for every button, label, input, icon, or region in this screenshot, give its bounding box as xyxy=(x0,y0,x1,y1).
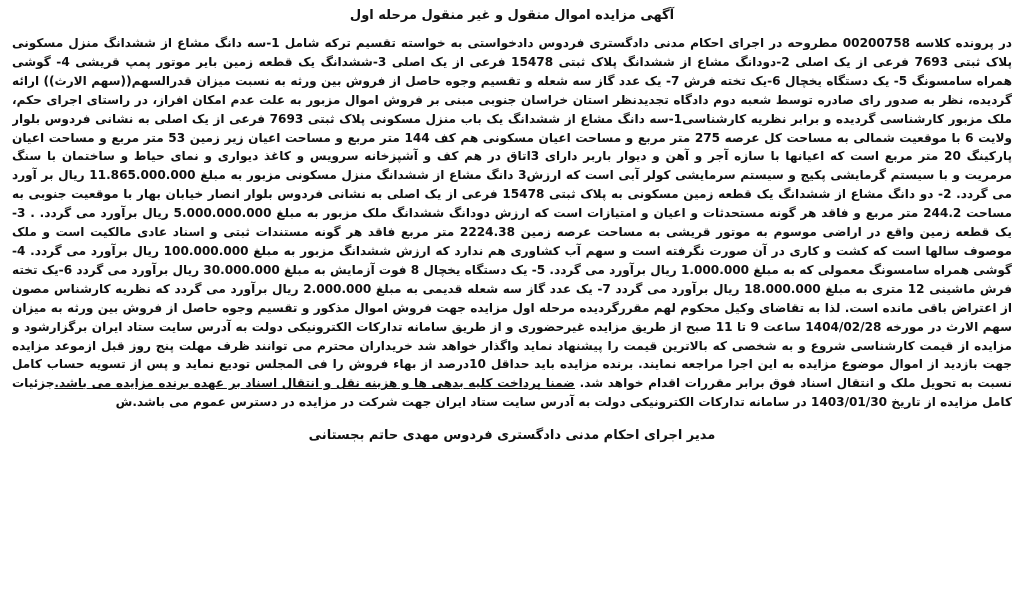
notice-body-text: در پرونده کلاسه 00200758 مطروحه در اجرای احکام مدنی دادگستری فردوس دادخواستی به خواسته تقسیم ترکه شامل 1-سه دانگ مشاع از ششدانگ منزل مسکونی پلاک ثبتی 7693 فرعی از یک اصلی 2-دودانگ مشاع از ششدانگ پلاک ثبتی 15478 فرعی از یک اصلی 3-ششدانگ یک قطعه زمین بایر موتور پمپ قریشی 4- گوشی همراه سامسونگ 5- یک دستگاه یخچال 6-یک تخته فرش 7- یک عدد گاز سه شعله و تقسیم وجوه حاصل از فروش بین ورثه به نسبت میزان قدرالسهم((سهم الارث)) ارائه گردیده، نظر به صدور رای صادره توسط شعبه دوم دادگاه تجدیدنظر استان خراسان جنوبی مبنی بر فروش اموال مزبور به علت عدم امکان افراز، در راستای اجرای حکم، ملک مزبور کارشناسی گردیده و برابر نظریه کارشناسی1-سه دانگ مشاع از ششدانگ یک باب منزل مسکونی پلاک ثبتی 7693 فرعی از یک اصلی به نشانی فردوس بلوار ولایت 6 با موقعیت شمالی به مساحت کل عرصه 275 متر مربع و مساحت اعیان مسکونی هم کف 144 متر مربع و مساحت اعیان زیر زمین 53 متر مربع و مساحت اعیان پارکینگ 20 متر مربع است که اعیانها با سازه آجر و آهن و دیوار باربر دارای 3اتاق در هم کف و آشپزخانه سرویس و کاغذ دیواری و نمای حیاط و ساختمان با سنگ مرمریت و با سیستم گرمایشی پکیج و سیستم سرمایشی کولر آبی است که ارزش3 دانگ مشاع از ششدانگ منزل مسکونی مزبور به مبلغ 11.865.000.000 ریال بر آورد می گردد. 2- دو دانگ مشاع از ششدانگ یک قطعه زمین مسکونی به پلاک ثبتی 15478 فرعی از یک اصلی به نشانی فردوس بلوار انصار خیابان بهار با موقعیت جنوبی به مساحت 244.2 متر مربع و فاقد هر گونه مستحدثات و اعیان و امتیازات است که ارزش دودانگ ششدانگ ملک مزبور به مبلغ 5.000.000.000 ریال برآورد می گردد. . 3- یک قطعه زمین واقع در اراضی موسوم به موتور قریشی به مساحت عرصه زمین 2224.38 متر مربع فاقد هر گونه مستندات ثبتی و اسناد عادی مالکیت است و ملک موصوف سالها است که کشت و کاری در آن صورت نگرفته است و سهم آب کشاوری هم ندارد که ارزش ششدانگ مزبور به مبلغ 100.000.000 ریال برآورد می گردد. 4- گوشی همراه سامسونگ معمولی که به مبلغ 1.000.000 ریال برآورد می گردد. 5- یک دستگاه یخچال 8 فوت آزمایش به مبلغ 30.000.000 ریال برآورد می گردد 6-یک تخته فرش ماشینی 12 متری به مبلغ 18.000.000 ریال برآورد می گردد 7- یک عدد گاز سه شعله قدیمی به مبلغ 2.000.000 ریال برآورد می گردد که نظریه کارشناس مصون از اعتراض باقی مانده است. لذا به تقاضای وکیل محکوم لهم مقررگردیده مرحله اول مزایده جهت فروش اموال مذکور و تقسیم وجوه حاصل از فروش بین ورثه به میزان سهم الارث در مورخه 1404/02/28 ساعت 9 تا 11 صبح از طریق مزایده غیرحضوری و از طریق سامانه تدارکات الکترونیکی دولت به آدرس سایت ستاد ایران برگزارشود و مزایده از قیمت کارشناسی شروع و به شخصی که بالاترین قیمت را پیشنهاد نماید واگذار خواهد شد خریداران محترم می توانند ظرف مهلت پنج روز قبل ازموعد مزایده جهت بازدید از اموال موضوع مزایده به این اجرا مراجعه نمایند. برنده مزایده باید حداقل 10درصد از بهاء فروش را فی المجلس تودیع نماید و پس از تسویه حساب کامل نسبت به تحویل ملک و انتقال اسناد فوق برابر مقررات اقدام خواهد شد. xyxy=(12,36,1012,391)
notice-body-underlined-text: ضمنا پرداخت کلیه بدهی ها و هزینه نقل و انتقال اسناد بر عهده برنده مزایده می باشد. xyxy=(54,376,575,391)
notice-body xyxy=(12,34,1012,412)
notice-body-closing-text: جزئیات کامل مزایده از تاریخ 1403/01/30 در سامانه تدارکات الکترونیکی دولت به آدرس سایت ستاد ایران جهت شرکت در مزایده در دسترس عموم می باشد.ش xyxy=(12,376,1012,410)
notice-signature: مدیر اجرای احکام مدنی دادگستری فردوس مهدی حاتم بجستانی xyxy=(308,428,716,444)
notice-title: آگهی مزایده اموال منقول و غیر منقول مرحله اول xyxy=(349,8,675,23)
